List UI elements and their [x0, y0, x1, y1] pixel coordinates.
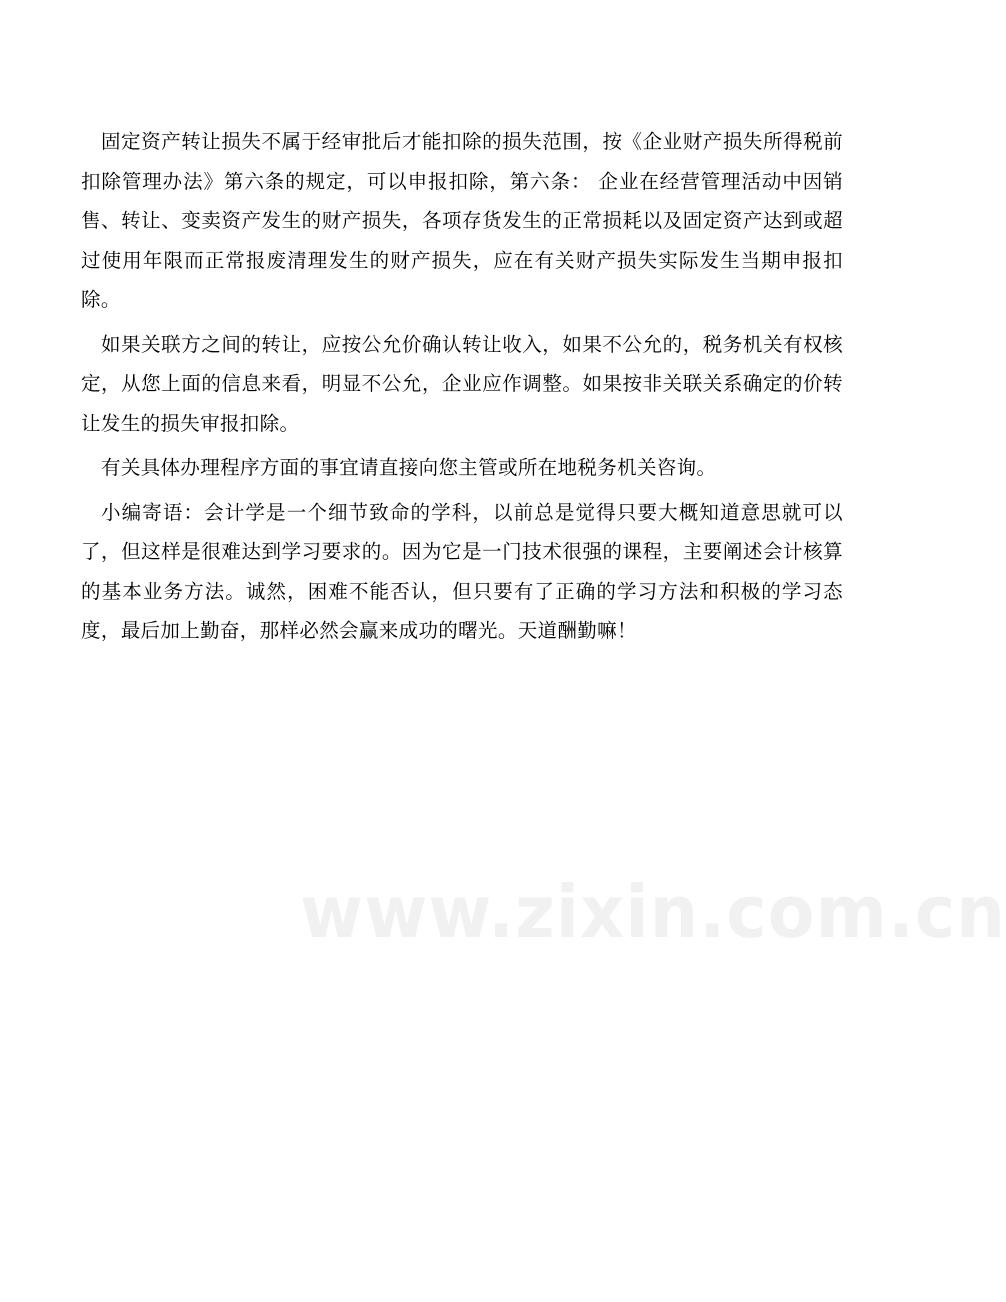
paragraph-fixed-asset-loss: 固定资产转让损失不属于经审批后才能扣除的损失范围，按《企业财产损失所得税前扣除管理办法》第六条的规定，可以申报扣除，第六条： 企业在经营管理活动中因销售、转让、变卖资产发生的财产损失，各项存货发生的正常损耗以及固定资产达到或超过使用年限而正常报废清理发生的财产损失，应在有关财产损失实际发生当期申报扣除。 — [81, 130, 843, 311]
document-body — [81, 122, 843, 656]
paragraph-related-party-transfer: 如果关联方之间的转让，应按公允价确认转让收入，如果不公允的，税务机关有权核定，从您上面的信息来看，明显不公允，企业应作调整。如果按非关联关系确定的价转让发生的损失审报扣除。 — [81, 332, 843, 435]
paragraph-consult-tax-authority: 有关具体办理程序方面的事宜请直接向您主管或所在地税务机关咨询。 — [101, 456, 717, 479]
watermark: www.zixin.com.cn — [300, 870, 1006, 954]
paragraph-editor-note: 小编寄语：会计学是一个细节致命的学科，以前总是觉得只要大概知道意思就可以了，但这样是很难达到学习要求的。因为它是一门技术很强的课程，主要阐述会计核算的基本业务方法。诚然，困难不能否认，但只要有了正确的学习方法和积极的学习态度，最后加上勤奋，那样必然会赢来成功的曙光。天道酬勤嘛！ — [81, 500, 843, 642]
